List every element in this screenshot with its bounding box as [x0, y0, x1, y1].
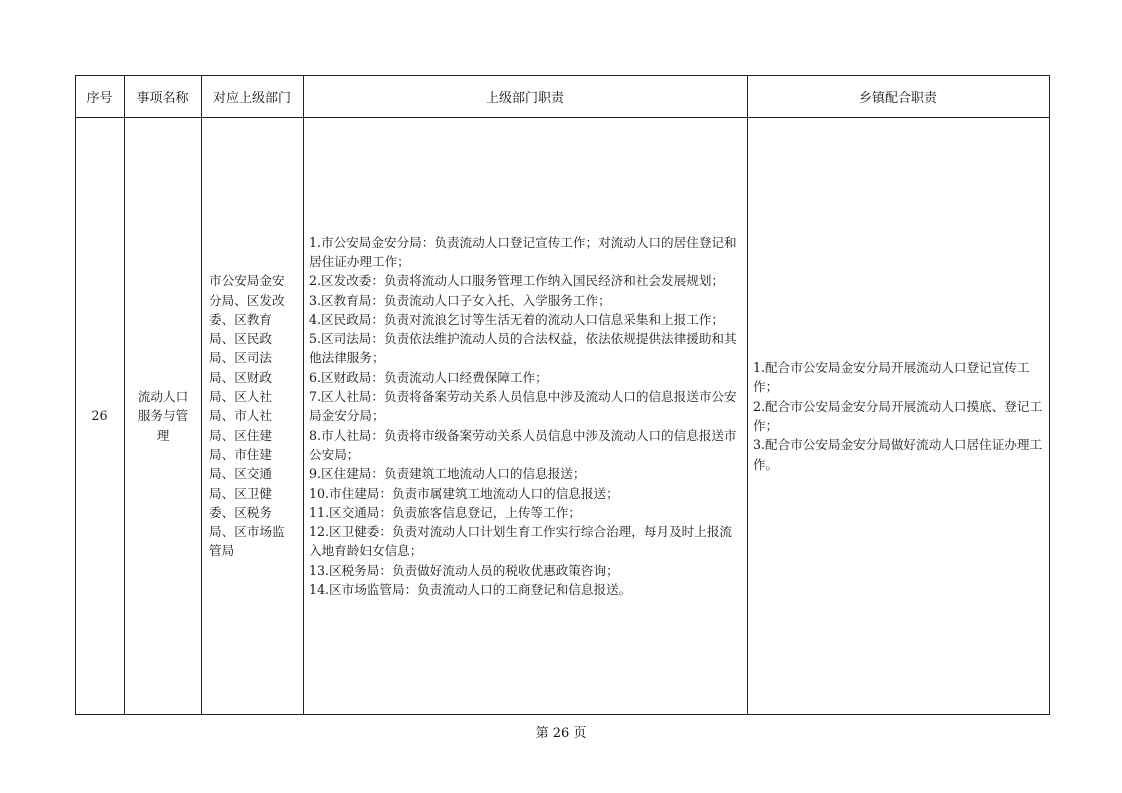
list-item: 5.区司法局：负责依法维护流动人员的合法权益，依法依规提供法律援助和其他法律服务；: [309, 331, 737, 366]
column-divider: [201, 75, 202, 715]
township-duties-list: [753, 358, 1045, 474]
list-item: 4.区民政局：负责对流浪乞讨等生活无着的流动人口信息采集和上报工作；: [309, 311, 725, 327]
table-border-right: [1049, 75, 1050, 715]
page-number: 第 26 页: [535, 726, 587, 741]
list-item: 1.市公安局金安分局：负责流动人口登记宣传工作；对流动人口的居住登记和居住证办理工作；: [309, 234, 737, 269]
list-item: 11.区交通局：负责旅客信息登记，上传等工作；: [309, 504, 581, 520]
table-border-bottom: [75, 714, 1050, 715]
dept-list: 市公安局金安分局、区发改委、区教育局、区民政局、区司法局、区财政局、区人社局、市人社局、区住建局、市住建局、区交通局、区卫健委、区税务局、区市场监管局: [209, 273, 285, 559]
column-divider: [124, 75, 125, 715]
list-item: 1.配合市公安局金安分局开展流动人口登记宣传工作；: [753, 360, 1030, 395]
header-superior-duties: 上级部门职责: [485, 90, 564, 106]
list-item: 3.区教育局：负责流动人口子女入托、入学服务工作；: [309, 292, 611, 308]
column-divider: [747, 75, 748, 715]
list-item: 7.区人社局：负责将备案劳动关系人员信息中涉及流动人口的信息报送市公安局金安分局；: [309, 389, 737, 424]
header-seq: 序号: [86, 90, 113, 106]
row-seq: 26: [91, 408, 108, 424]
list-item: 2.区发改委：负责将流动人口服务管理工作纳入国民经济和社会发展规划；: [309, 273, 725, 289]
list-item: 14.区市场监管局：负责流动人口的工商登记和信息报送。: [309, 582, 632, 598]
row-name: [135, 118, 191, 714]
row-superior-duties: [309, 118, 743, 714]
list-item: 10.市住建局：负责市属建筑工地流动人口的信息报送；: [309, 485, 619, 501]
list-item: 13.区税务局：负责做好流动人员的税收优惠政策咨询；: [309, 562, 619, 578]
header-township-duties: 乡镇配合职责: [858, 90, 937, 106]
list-item: 8.市人社局：负责将市级备案劳动关系人员信息中涉及流动人口的信息报送市公安局；: [309, 427, 737, 462]
duty-table: [75, 75, 1050, 715]
header-name: 事项名称: [136, 90, 189, 106]
item-name: 流动人口服务与管理: [137, 389, 189, 443]
header-dept: 对应上级部门: [212, 90, 291, 106]
list-item: 6.区财政局：负责流动人口经费保障工作；: [309, 369, 548, 385]
list-item: 2.配合市公安局金安分局开展流动人口摸底、登记工作；: [753, 398, 1043, 433]
list-item: 12.区卫健委：负责对流动人口计划生育工作实行综合治理，每月及时上报流入地育龄妇女信息；: [309, 524, 733, 559]
row-township-duties: [753, 118, 1045, 714]
row-dept: [209, 118, 297, 714]
list-item: 3.配合市公安局金安分局做好流动人口居住证办理工作。: [753, 437, 1043, 472]
column-divider: [303, 75, 304, 715]
list-item: 9.区住建局：负责建筑工地流动人口的信息报送；: [309, 466, 586, 482]
superior-duties-list: [309, 233, 743, 600]
